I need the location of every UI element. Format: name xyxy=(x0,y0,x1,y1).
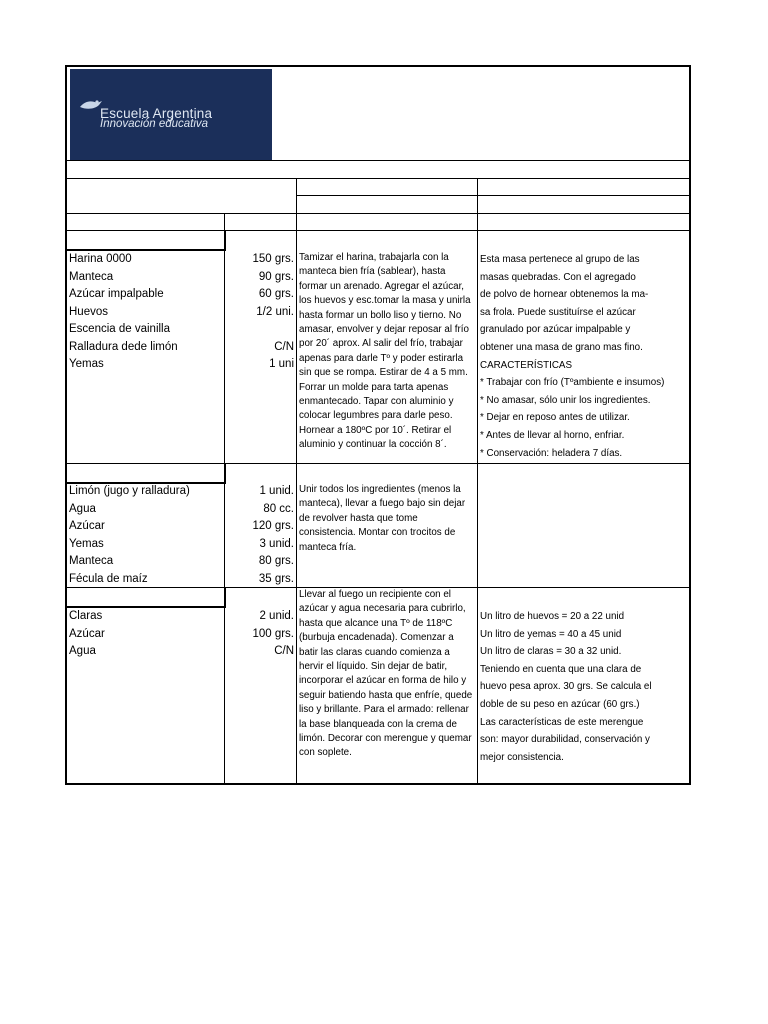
procedure-text: Tamizar el harina, trabajarla con la manteca bien fría (sablear), hasta formar un arenado. Agregar el azúcar, los huevos y esc.tomar la masa y unirla hasta formar un bollo liso y tierno. No amasar, envolver y dejar reposar al frío por 20´ aprox. Al salir del frío, trabajar apenas para darle Tº y poder estirarla sin que se rompa. Estirar de 4 a 5 mm. Forrar un molde para tarta apenas enmantecado. Tapar con aluminio y colocar legumbres para darle peso. Hornear a 180ºC por 10´. Retirar el aluminio y continuar la cocción 8´. xyxy=(299,252,471,451)
ingredient-qty: 1/2 uni. xyxy=(256,305,294,318)
note-line: Teniendo en cuenta que una clara de xyxy=(480,663,642,675)
ingredient-qty: C/N xyxy=(274,645,294,657)
ingredient-name: Azúcar impalpable xyxy=(69,288,164,300)
note-line: granulado por azúcar impalpable y xyxy=(480,324,631,336)
procedure-text: Unir todos los ingredientes (menos la manteca), llevar a fuego bajo sin dejar de revolver hasta que tome consistencia. Montar con trocitos de manteca fría. xyxy=(299,484,466,553)
ingredient-qty: C/N xyxy=(274,340,294,353)
note-line: * No amasar, sólo unir los ingredientes. xyxy=(480,394,651,406)
ingredient-name: Limón (jugo y ralladura) xyxy=(69,485,190,497)
ingredient-list xyxy=(69,251,178,374)
ingredient-name: Yemas xyxy=(69,537,104,550)
quantity-list xyxy=(227,608,294,661)
note-line: Las características de este merengue xyxy=(480,716,644,728)
ingredient-name: Agua xyxy=(69,502,96,515)
ingredient-qty: 100 grs. xyxy=(252,627,294,640)
note-line: * Conservación: heladera 7 días. xyxy=(480,447,623,459)
note-line: son: mayor durabilidad, conservación y xyxy=(480,734,650,746)
note-line: Un litro de huevos = 20 a 22 unid xyxy=(480,611,625,622)
ingredient-name: Escencia de vainilla xyxy=(69,323,171,335)
grid-line xyxy=(224,483,225,587)
ingredient-name: Manteca xyxy=(69,270,114,283)
ingredient-qty: 2 unid. xyxy=(259,610,294,622)
logo-line2: Innovación educativa xyxy=(100,118,209,130)
ingredient-name: Yemas xyxy=(69,358,104,370)
logo-line1: Escuela Argentina xyxy=(100,106,213,121)
note-line: Esta masa pertenece al grupo de las xyxy=(480,254,640,265)
note-line: mejor consistencia. xyxy=(480,751,564,763)
note-line: sa frola. Puede sustituírse el azúcar xyxy=(480,306,636,318)
ingredient-qty: 3 unid. xyxy=(259,537,294,550)
ingredient-name: Huevos xyxy=(69,305,108,318)
grid-line xyxy=(296,178,297,785)
note-line: masas quebradas. Con el agregado xyxy=(480,271,636,283)
note-line: obtener una masa de grano mas fino. xyxy=(480,341,643,353)
note-line: Un litro de claras = 30 a 32 unid. xyxy=(480,646,622,658)
notes-list xyxy=(480,608,652,766)
ingredient-name: Azúcar xyxy=(69,520,105,532)
ingredient-qty: 80 cc. xyxy=(263,502,294,515)
ingredient-name: Azúcar xyxy=(69,627,105,640)
note-line: huevo pesa aprox. 30 grs. Se calcula el xyxy=(480,681,652,693)
ingredient-qty: 35 grs. xyxy=(258,572,294,585)
ingredient-name: Harina 0000 xyxy=(69,253,132,265)
ingredient-qty: 60 grs. xyxy=(258,288,294,300)
grid-line xyxy=(67,178,689,179)
section-title-box-border xyxy=(224,231,226,251)
note-line: * Trabajar con frío (Tºambiente e insumos) xyxy=(480,377,665,389)
recipe-sheet xyxy=(65,65,691,785)
ingredient-qty: 150 grs. xyxy=(252,253,294,265)
ingredient-name: Agua xyxy=(69,645,96,657)
ingredient-list xyxy=(69,483,190,588)
grid-line xyxy=(224,250,225,463)
note-line: * Dejar en reposo antes de utilizar. xyxy=(480,412,630,424)
ingredient-qty: 120 grs. xyxy=(252,520,294,532)
note-line: Un litro de yemas = 40 a 45 unid xyxy=(480,628,622,640)
grid-line xyxy=(296,195,689,196)
note-line: de polvo de hornear obtenemos la ma- xyxy=(480,289,649,301)
grid-line xyxy=(67,160,689,161)
ingredient-name: Manteca xyxy=(69,555,114,567)
ingredient-name: Ralladura dede limón xyxy=(69,340,178,353)
procedure-text: Llevar al fuego un recipiente con el azúcar y agua necesaria para cubrirlo, hasta que alcance una Tº de 118ºC (burbuja encadenada). Comenzar a batir las claras cuando comienza a hervir el líquido. Sin dejar de batir, incorporar el azúcar en forma de hilo y seguir batiendo hasta que enfríe, quede liso y brillante. Para el armado: rellenar la base blanqueada con la crema de limón. Decorar con merengue y quemar con soplete. xyxy=(299,589,473,759)
grid-line xyxy=(67,213,689,214)
grid-line xyxy=(224,213,225,230)
ingredient-qty: 1 unid. xyxy=(259,485,294,497)
ingredient-name: Claras xyxy=(69,610,103,622)
note-line: CARACTERÍSTICAS xyxy=(480,359,572,371)
notes-list xyxy=(480,251,664,462)
note-line: * Antes de llevar al horno, enfriar. xyxy=(480,429,625,441)
section-title-box-border xyxy=(224,588,226,608)
school-logo xyxy=(70,69,272,160)
section-title-box-border xyxy=(224,464,226,484)
ingredient-qty: 1 uni xyxy=(269,358,294,370)
grid-line xyxy=(67,230,689,231)
note-line: doble de su peso en azúcar (60 grs.) xyxy=(480,698,640,710)
ingredient-qty: 90 grs. xyxy=(258,270,294,283)
grid-line xyxy=(67,463,689,464)
ingredient-name: Fécula de maíz xyxy=(69,572,148,585)
ingredient-list xyxy=(69,608,105,661)
grid-line xyxy=(224,607,225,785)
quantity-list xyxy=(227,251,294,374)
quantity-list xyxy=(227,483,294,588)
grid-line xyxy=(477,178,478,785)
ingredient-qty: 80 grs. xyxy=(258,555,294,567)
ingredient-qty xyxy=(227,321,294,339)
